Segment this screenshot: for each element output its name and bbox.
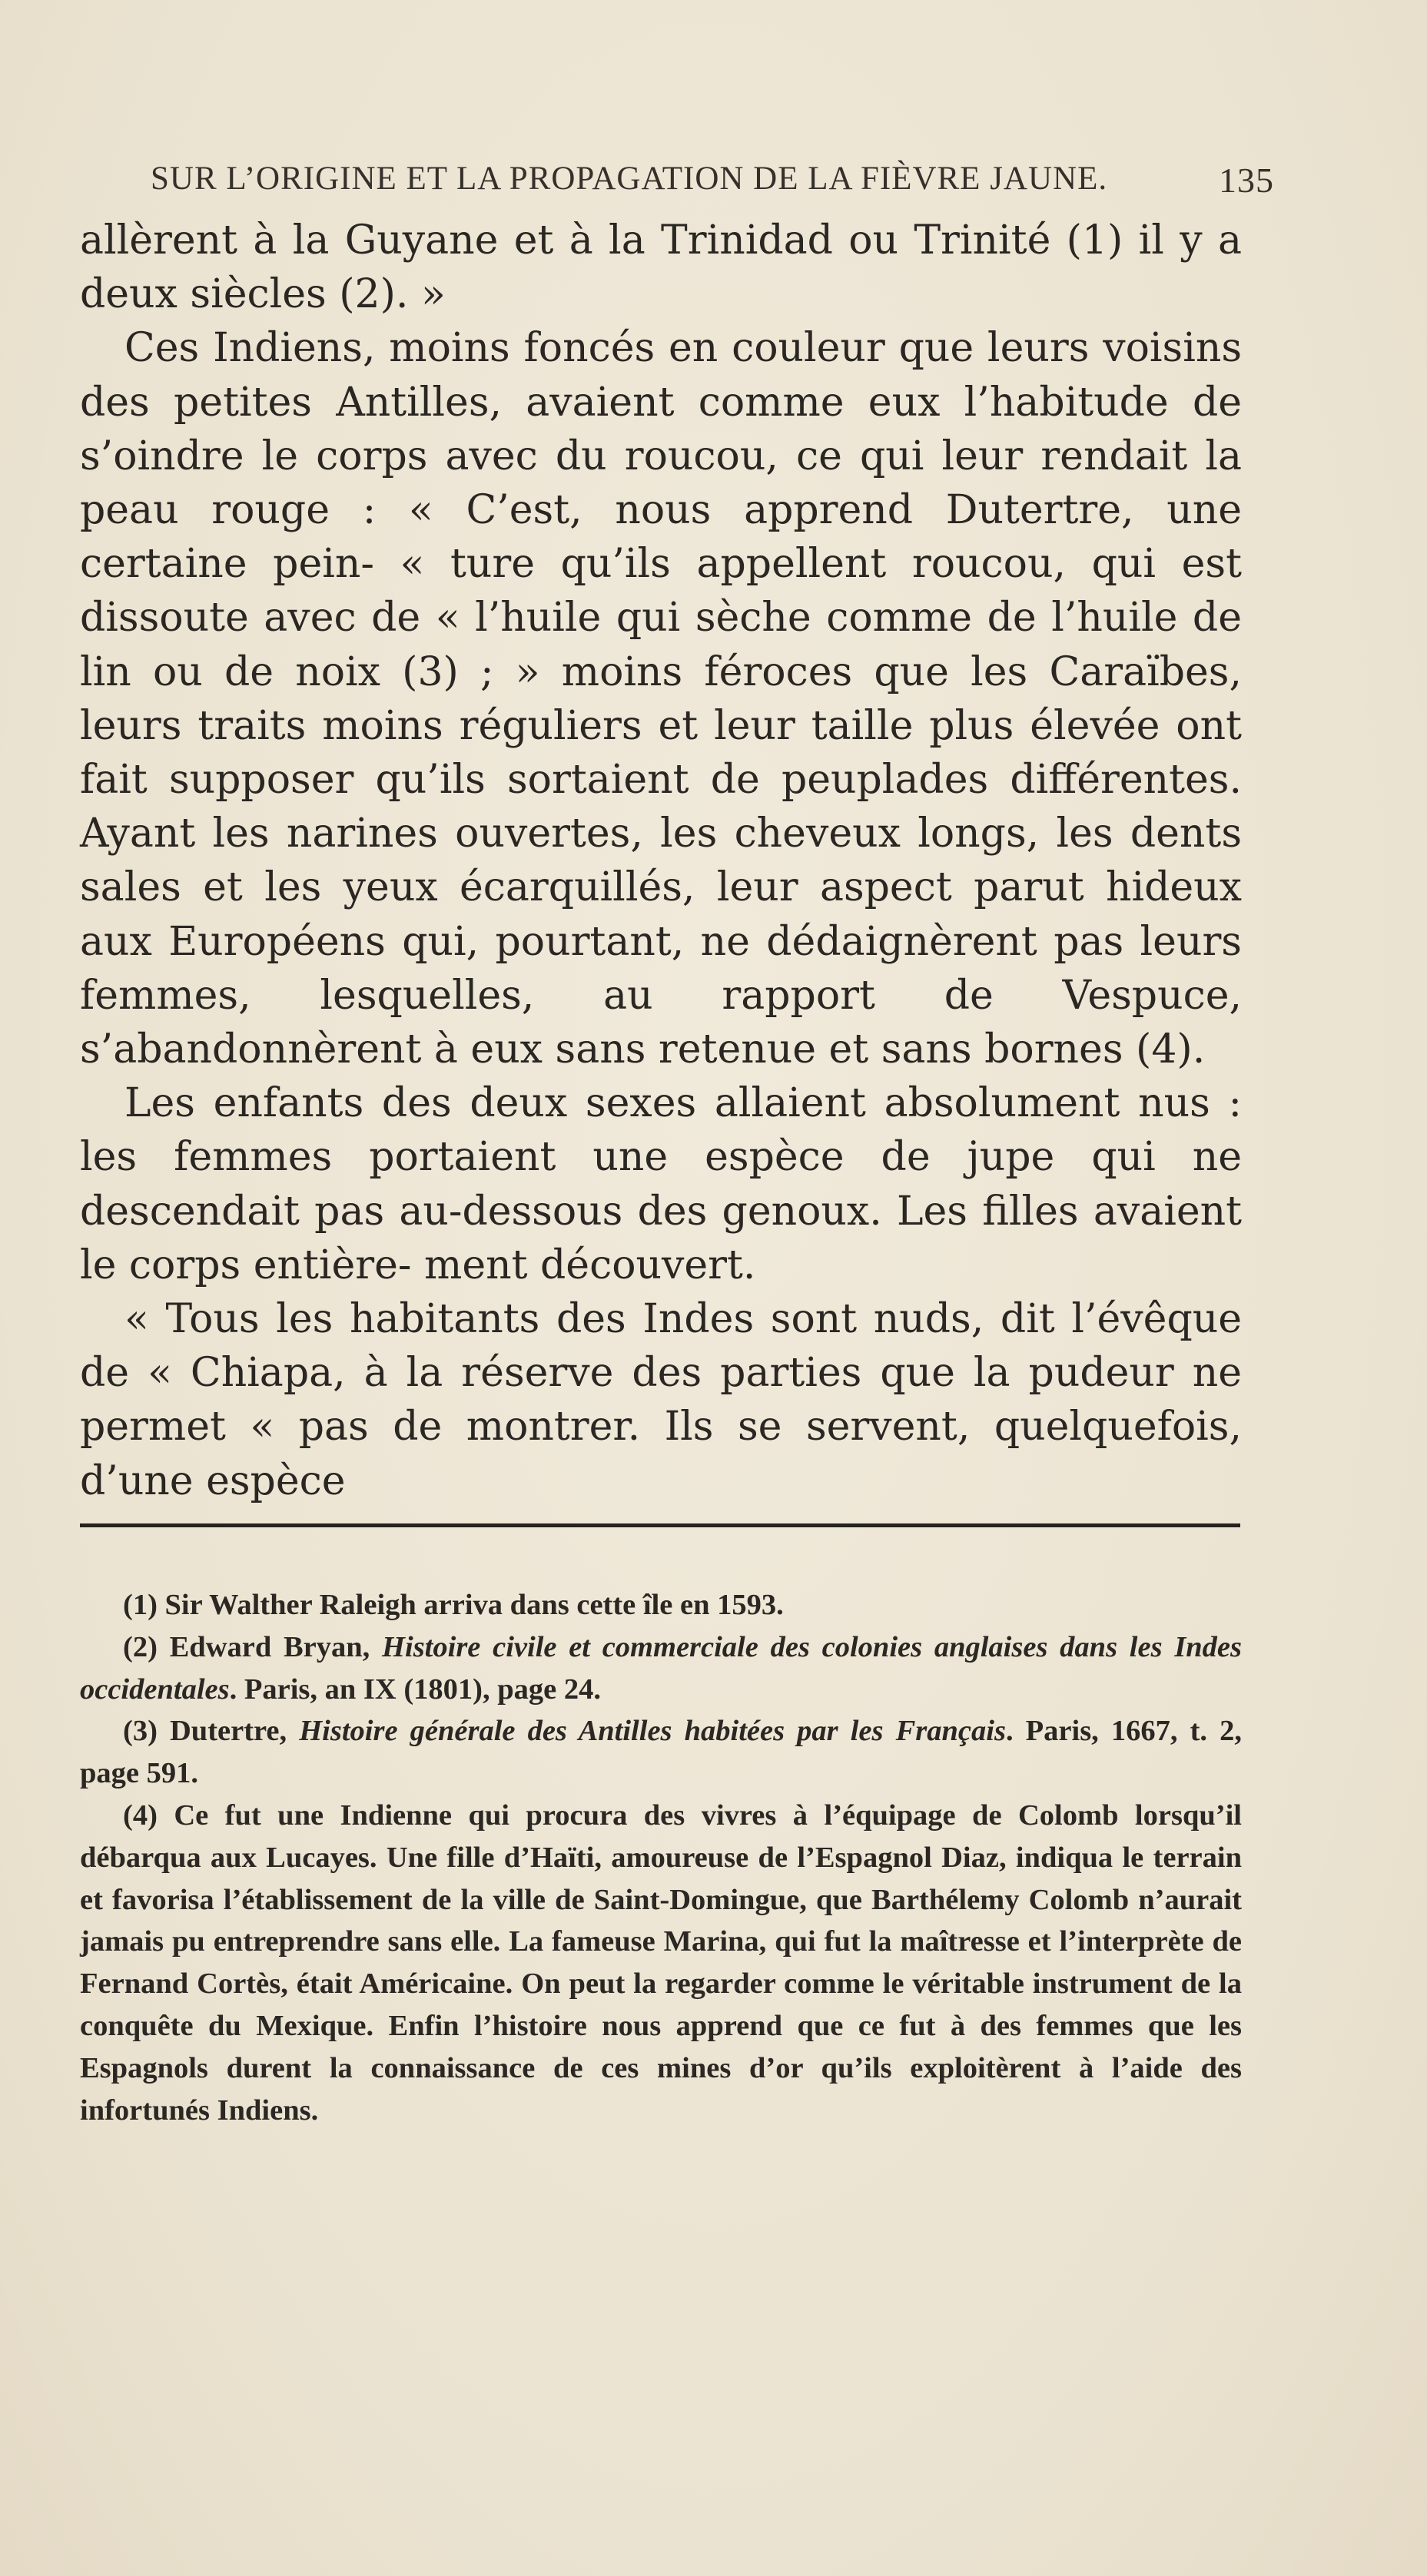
main-text [80,214,1242,1508]
running-header [151,160,1274,200]
footnote-2-tail: . Paris, an IX (1801), page 24. [229,1673,601,1706]
footnote-3-tail: . Paris, 1667, t. 2, page 591. [80,1715,1243,1790]
footnote-2-title: Histoire civile et commerciale des colonies anglaises dans les Indes occidentales [80,1630,1243,1706]
footnote-3-title: Histoire générale des Antilles habitées par les Français [299,1715,1006,1748]
paragraph-4: « Tous les habitants des Indes sont nuds, dit l’évêque de « Chiapa, à la réserve des parties que la pudeur ne permet « pas de montrer. Ils se servent, quelquefois, d’une espèce [80,1296,1242,1504]
footnote-4: (4) Ce fut une Indienne qui procura des vivres à l’équipage de Colomb lorsqu’il débarqua aux Lucayes. Une fille d’Haïti, amoureuse de l’Espagnol Diaz, indiqua le terrain et favorisa l’établissement de la ville de Saint-Domingue, que Barthélemy Colomb n’aurait jamais pu entreprendre sans elle. La fameuse Marina, qui fut la maîtresse et l’interprète de Fernand Cortès, était Américaine. On peut la regarder comme le véritable instrument de la conquête du Mexique. Enfin l’histoire nous apprend que ce fut à des femmes que les Espagnols durent la connaissance de ces mines d’or qu’ils exploitèrent à l’aide des infortunés Indiens. [80,1799,1242,2127]
paragraph-1: allèrent à la Guyane et à la Trinidad ou Trinité (1) il y a deux siècles (2). » [80,217,1242,318]
footnote-separator [80,1523,1240,1527]
footnote-1: (1) Sir Walther Raleigh arriva dans cette île en 1593. [123,1589,784,1621]
paragraph-3: Les enfants des deux sexes allaient absolument nus : les femmes portaient une espèce de jupe qui ne descendait pas au-dessous des genoux. Les filles avaient le corps entière- ment découvert. [80,1080,1242,1288]
footnote-3-lead: (3) Dutertre, [123,1715,300,1748]
footnotes [80,1584,1242,2131]
page-number: 135 [1219,161,1274,200]
footnote-2 [80,1626,1242,1711]
footnote-3 [80,1710,1242,1795]
running-title: SUR L’ORIGINE ET LA PROPAGATION DE LA FIÈVRE JAUNE. [151,161,1108,197]
paragraph-2: Ces Indiens, moins foncés en couleur que leurs voisins des petites Antilles, avaient comme eux l’habitude de s’oindre le corps avec du roucou, ce qui leur rendait la peau rouge : « C’est, nous apprend Dutertre, une certaine pein- « ture qu’ils appellent roucou, qui est dissoute avec de « l’huile qui sèche comme de l’huile de lin ou de noix (3) ; » moins féroces que les Caraïbes, leurs traits moins réguliers et leur taille plus élevée ont fait supposer qu’ils sortaient de peuplades différentes. Ayant les narines ouvertes, les cheveux longs, les dents sales et les yeux écarquillés, leur aspect parut hideux aux Européens qui, pourtant, ne dédaignèrent pas leurs femmes, lesquelles, au rapport de Vespuce, s’abandonnèrent à eux sans retenue et sans bornes (4). [80,325,1242,1073]
footnote-2-lead: (2) Edward Bryan, [123,1630,383,1663]
